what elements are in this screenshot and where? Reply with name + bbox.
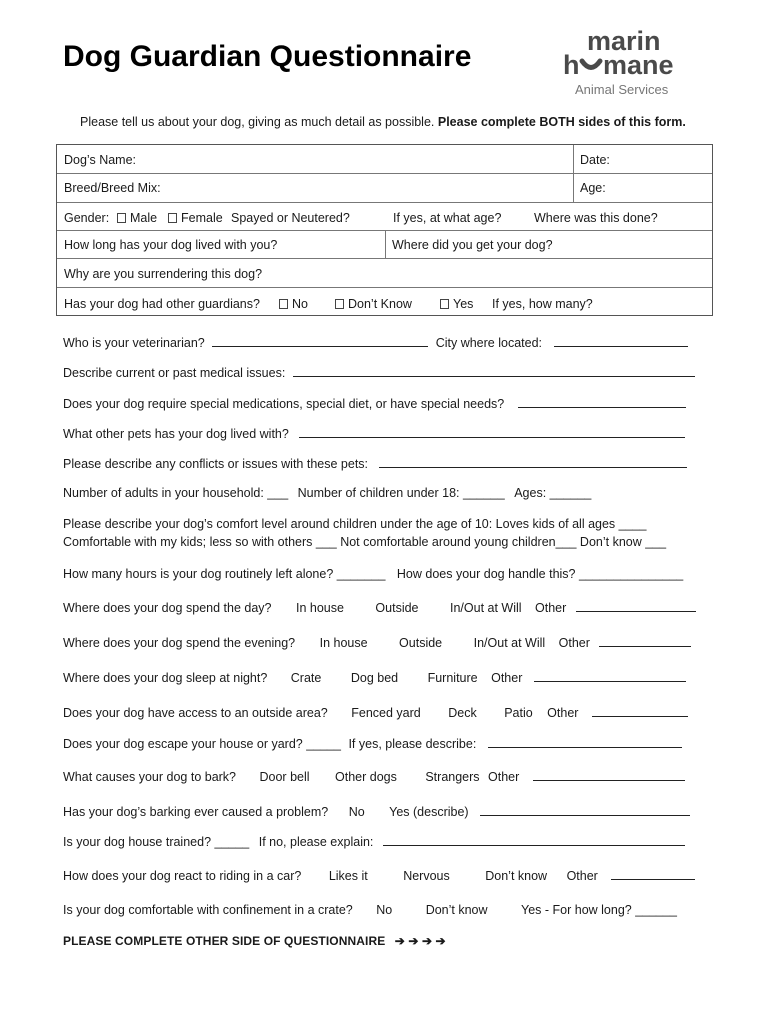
adults-field[interactable]: Number of adults in your household: ___ [63,486,289,500]
spayed-field[interactable]: Spayed or Neutered? [231,211,350,225]
comfort-question-line1[interactable]: Please describe your dog’s comfort level around children under the age of 10: Loves kids of all ages ____ [63,517,647,531]
car-option-likes-it[interactable]: Likes it [328,869,368,883]
day-question: Where does your dog spend the day? In house Outside In/Out at Will Other [63,600,696,615]
special-needs-input[interactable] [518,396,686,408]
house-trained-explain-input[interactable] [383,834,685,846]
spay-where-field[interactable]: Where was this done? [534,211,658,225]
conflicts-input[interactable] [379,456,687,468]
sleep-question: Where does your dog sleep at night? Crate Dog bed Furniture Other [63,670,686,685]
day-option-in-house[interactable]: In house [295,601,344,615]
sleep-other-input[interactable] [534,670,686,682]
other-guardians-label: Has your dog had other guardians? [64,297,260,311]
hours-alone-question [63,567,683,581]
outside-option-other[interactable]: Other [547,706,579,720]
how-many-field[interactable]: If yes, how many? [492,297,593,311]
marin-humane-logo [563,24,713,98]
car-option-dont-know[interactable]: Don’t know [485,869,548,883]
car-question: How does your dog react to riding in a car? Likes it Nervous Don’t know Other [63,868,695,883]
crate-option-dont-know[interactable]: Don’t know [425,903,488,917]
yes-checkbox[interactable] [440,299,449,309]
car-other-input[interactable] [611,868,695,880]
outside-area-question: Does your dog have access to an outside area? Fenced yard Deck Patio Other [63,705,688,720]
house-trained-field[interactable]: Is your dog house trained? _____ [63,835,250,849]
dog-info-box [56,144,713,316]
other-pets-question: What other pets has your dog lived with? [63,426,685,441]
bark-option-other[interactable]: Other [488,770,520,784]
where-get-field[interactable]: Where did you get your dog? [392,238,553,252]
sleep-option-furniture[interactable]: Furniture [427,671,478,685]
vet-question: Who is your veterinarian? City where located: [63,335,688,350]
bark-question: What causes your dog to bark? Door bell Other dogs Strangers Other [63,769,685,784]
bark-problem-option-yes[interactable]: Yes (describe) [389,805,469,819]
dog-name-field[interactable]: Dog’s Name: [64,153,137,167]
evening-option-other[interactable]: Other [558,636,590,650]
car-option-nervous[interactable]: Nervous [403,869,450,883]
sleep-option-crate[interactable]: Crate [290,671,322,685]
gender-label: Gender: [64,211,110,225]
breed-field[interactable]: Breed/Breed Mix: [64,181,161,195]
bark-option-door-bell[interactable]: Door bell [259,770,310,784]
escape-question: Does your dog escape your house or yard? _____ If yes, please describe: [63,736,682,751]
logo-line2b: mane [603,50,674,80]
logo-line2a: h [563,50,580,80]
ages-field[interactable]: Ages: ______ [514,486,592,500]
dont-know-checkbox[interactable] [335,299,344,309]
outside-option-patio[interactable]: Patio [504,706,533,720]
bark-other-input[interactable] [533,769,685,781]
bark-option-strangers[interactable]: Strangers [425,770,480,784]
day-option-in-out[interactable]: In/Out at Will [450,601,522,615]
spay-age-field[interactable]: If yes, at what age? [393,211,502,225]
conflicts-question: Please describe any conflicts or issues with these pets: [63,456,687,471]
sleep-option-other[interactable]: Other [491,671,523,685]
outside-option-deck[interactable]: Deck [448,706,477,720]
vet-input[interactable] [212,335,428,347]
bark-problem-option-no[interactable]: No [348,805,365,819]
sleep-option-dog-bed[interactable]: Dog bed [350,671,399,685]
footer-instruction: PLEASE COMPLETE OTHER SIDE OF QUESTIONNAIRE ➔ ➔ ➔ ➔ [63,934,446,948]
how-long-field[interactable]: How long has your dog lived with you? [64,238,278,252]
male-checkbox[interactable] [117,213,126,223]
day-option-other[interactable]: Other [535,601,567,615]
male-option[interactable]: Male [117,211,157,225]
arrow-right-icon: ➔ ➔ ➔ ➔ [394,934,446,948]
medical-question: Describe current or past medical issues: [63,365,695,380]
outside-option-fenced-yard[interactable]: Fenced yard [351,706,421,720]
day-option-outside[interactable]: Outside [375,601,419,615]
house-trained-question: Is your dog house trained? _____ If no, please explain: [63,834,685,849]
logo-line1: marin [587,26,661,56]
page-title: Dog Guardian Questionnaire [63,40,472,73]
no-checkbox[interactable] [279,299,288,309]
day-other-input[interactable] [576,600,696,612]
bark-problem-describe-input[interactable] [480,804,690,816]
evening-option-outside[interactable]: Outside [399,636,443,650]
medical-input[interactable] [293,365,695,377]
crate-option-yes-how-long[interactable]: Yes - For how long? ______ [521,903,677,917]
evening-other-input[interactable] [599,635,691,647]
logo-smile-icon [582,61,600,68]
intro-plain: Please tell us about your dog, giving as much detail as possible. [80,115,435,129]
intro-bold: Please complete BOTH sides of this form. [437,115,686,129]
evening-question: Where does your dog spend the evening? In house Outside In/Out at Will Other [63,635,691,650]
escape-describe-input[interactable] [488,736,682,748]
bark-problem-question: Has your dog’s barking ever caused a problem? No Yes (describe) [63,804,690,819]
evening-option-in-out[interactable]: In/Out at Will [473,636,546,650]
other-pets-input[interactable] [299,426,685,438]
outside-other-input[interactable] [592,705,688,717]
city-input[interactable] [554,335,688,347]
guardians-no-option[interactable]: No [279,297,308,311]
evening-option-in-house[interactable]: In house [319,636,368,650]
escape-field[interactable]: Does your dog escape your house or yard? _____ [63,737,341,751]
guardians-yes-option[interactable]: Yes [440,297,473,311]
household-question [63,486,591,500]
special-needs-question: Does your dog require special medications, special diet, or have special needs? [63,396,686,411]
comfort-question-line2[interactable]: Comfortable with my kids; less so with others ___ Not comfortable around young children___ Don’t know ___ [63,535,667,549]
female-option[interactable]: Female [168,211,223,225]
intro-text [80,115,686,129]
crate-question: Is your dog comfortable with confinement in a crate? No Don’t know Yes - For how long? ______ [63,903,677,917]
age-field[interactable]: Age: [580,181,606,195]
date-field[interactable]: Date: [580,153,610,167]
logo-line3: Animal Services [575,82,669,97]
female-checkbox[interactable] [168,213,177,223]
guardians-dont-know-option[interactable]: Don’t Know [335,297,412,311]
children-field[interactable]: Number of children under 18: ______ [297,486,505,500]
handle-alone-field[interactable]: How does your dog handle this? _______________ [396,567,684,581]
bark-option-other-dogs[interactable]: Other dogs [335,770,397,784]
surrender-reason-field[interactable]: Why are you surrendering this dog? [64,267,263,281]
crate-option-no[interactable]: No [376,903,393,917]
hours-alone-field[interactable]: How many hours is your dog routinely left alone? _______ [63,567,386,581]
car-option-other[interactable]: Other [566,869,598,883]
